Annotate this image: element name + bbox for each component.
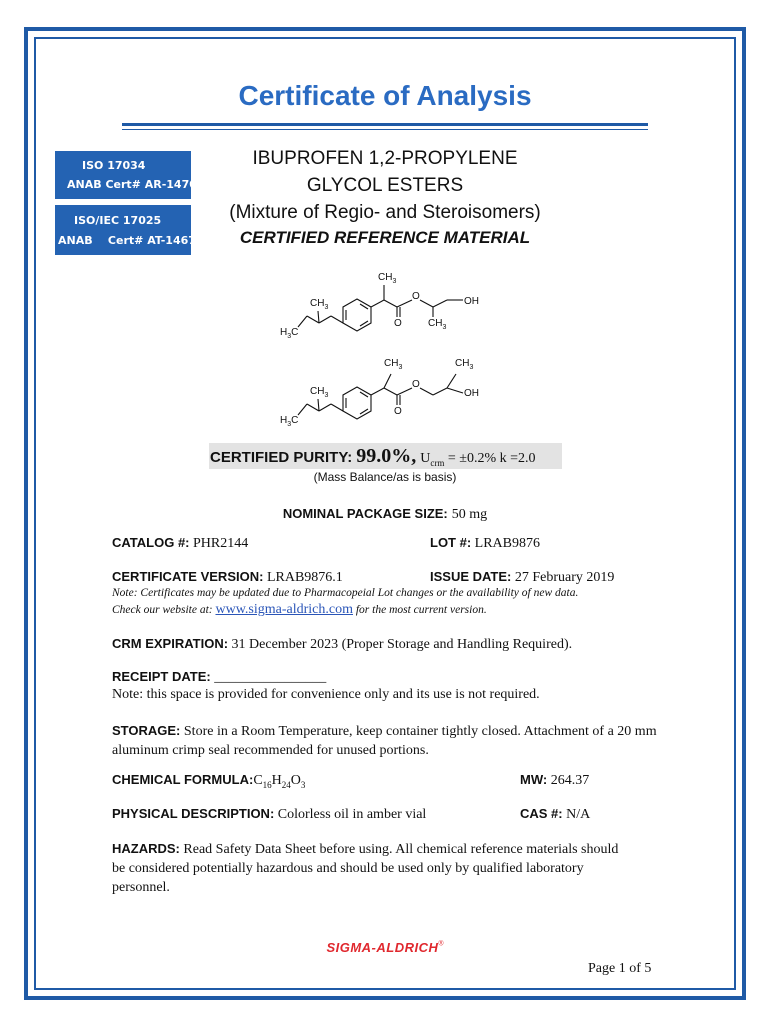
receipt-date-label: RECEIPT DATE: [112, 669, 211, 684]
sigma-aldrich-website-link[interactable]: www.sigma-aldrich.com [215, 602, 353, 617]
package-size [0, 505, 770, 523]
receipt-note: Note: this space is provided for convenience only and its use is not required. [112, 687, 540, 702]
cert-version-label: CERTIFICATE VERSION: [112, 569, 264, 584]
iso-17025-badge [55, 205, 196, 255]
badge-line: ANAB Cert# AT-1467 [58, 234, 196, 247]
issue-date-label: ISSUE DATE: [430, 569, 512, 584]
mw-value: 264.37 [550, 773, 590, 788]
hydroxyl-label: OH [464, 296, 479, 307]
cas-value: N/A [566, 807, 591, 822]
product-name-line2: GLYCOL ESTERS [306, 175, 464, 196]
ch3-label: $CH_3$ [384, 358, 403, 371]
iso-17034-badge [55, 151, 197, 199]
title-rule-thick [122, 123, 648, 126]
receipt-date-blank: ________________ [214, 670, 327, 685]
ch3-label: $CH_3$ [378, 272, 397, 285]
oxygen-label: O [394, 318, 402, 329]
purity-basis: (Mass Balance/as is basis) [313, 470, 457, 484]
purity-uncertainty: $U_{crm} = \pm 0.2\%$ k =2.0 [420, 451, 536, 468]
lot-number [430, 535, 540, 552]
ch3-label: $CH_3$ [310, 386, 329, 399]
storage-value: Store in a Room Temperature, keep container tightly closed. Attachment of a 20 mm aluminum crimp seal recommended for unused portions. [112, 724, 657, 758]
hazards [112, 839, 632, 897]
catalog-value: PHR2144 [193, 536, 249, 551]
purity-value: 99.0%, [356, 445, 417, 467]
badge-line: ANAB Cert# AR-1470 [67, 178, 197, 191]
purity-label: CERTIFIED PURITY: [210, 449, 353, 466]
product-type: CERTIFIED REFERENCE MATERIAL [239, 228, 531, 247]
physical-description [112, 806, 426, 823]
lot-value: LRAB9876 [474, 536, 541, 551]
physical-value: Colorless oil in amber vial [277, 807, 427, 822]
formula-label: CHEMICAL FORMULA: [112, 772, 254, 787]
issue-date-value: 27 February 2019 [514, 570, 615, 585]
badge-line: ISO/IEC 17025 [74, 214, 162, 227]
hazards-value: Read Safety Data Sheet before using. All chemical reference materials should be considered potentially hazardous and should be used only by qualified laboratory personnel. [112, 842, 619, 895]
hydroxyl-label: OH [464, 388, 479, 399]
oxygen-label: O [412, 379, 420, 390]
title-rule-thin [122, 129, 648, 130]
certified-purity [210, 445, 536, 468]
catalog-label: CATALOG #: [112, 535, 190, 550]
chemical-formula [112, 772, 305, 790]
issue-date [430, 569, 614, 586]
storage-label: STORAGE: [112, 723, 181, 738]
certificate-update-note: Note: Certificates may be updated due to Pharmacopeial Lot changes or the availability of new data. [112, 587, 579, 599]
molecular-weight [520, 772, 589, 789]
website-note-suffix: for the most current version. [355, 604, 487, 616]
mw-label: MW: [520, 772, 548, 787]
badge-line: ISO 17034 [82, 159, 146, 172]
ch3-label: $CH_3$ [310, 298, 329, 311]
page-number: Page 1 of 5 [588, 961, 652, 976]
website-note-prefix: Check our website at: [112, 604, 213, 616]
ch3-label: $CH_3$ [455, 358, 474, 371]
formula-value: $C_{16}H_{24}O_3$ [253, 773, 306, 790]
receipt-date [112, 669, 326, 686]
cas-label: CAS #: [520, 806, 563, 821]
product-name-line1: IBUPROFEN 1,2-PROPYLENE [252, 148, 518, 169]
catalog-number [112, 535, 248, 552]
registered-mark: ® [438, 940, 444, 948]
sigma-aldrich-logo [0, 939, 770, 957]
chemical-structure-diagram [270, 262, 520, 432]
h3c-label: $H_3C$ [280, 415, 299, 428]
physical-label: PHYSICAL DESCRIPTION: [112, 806, 275, 821]
hazards-label: HAZARDS: [112, 841, 180, 856]
document-title: Certificate of Analysis [238, 80, 532, 111]
crm-expiration-label: CRM EXPIRATION: [112, 636, 229, 651]
crm-expiration-value: 31 December 2023 (Proper Storage and Handling Required). [231, 637, 573, 652]
oxygen-label: O [394, 406, 402, 417]
product-subtitle: (Mixture of Regio- and Steroisomers) [229, 202, 541, 223]
ch3-label: $CH_3$ [428, 318, 447, 331]
h3c-label: $H_3C$ [280, 327, 299, 340]
cas-number [520, 806, 590, 823]
cert-version-value: LRAB9876.1 [266, 570, 343, 585]
lot-label: LOT #: [430, 535, 472, 550]
package-label: NOMINAL PACKAGE SIZE: [282, 506, 448, 521]
website-note [112, 602, 487, 618]
storage [112, 721, 662, 760]
certificate-version [112, 569, 343, 586]
brand-name: SIGMA-ALDRICH [326, 940, 439, 955]
package-value: 50 mg [451, 507, 488, 522]
crm-expiration [112, 636, 572, 653]
oxygen-label: O [412, 291, 420, 302]
